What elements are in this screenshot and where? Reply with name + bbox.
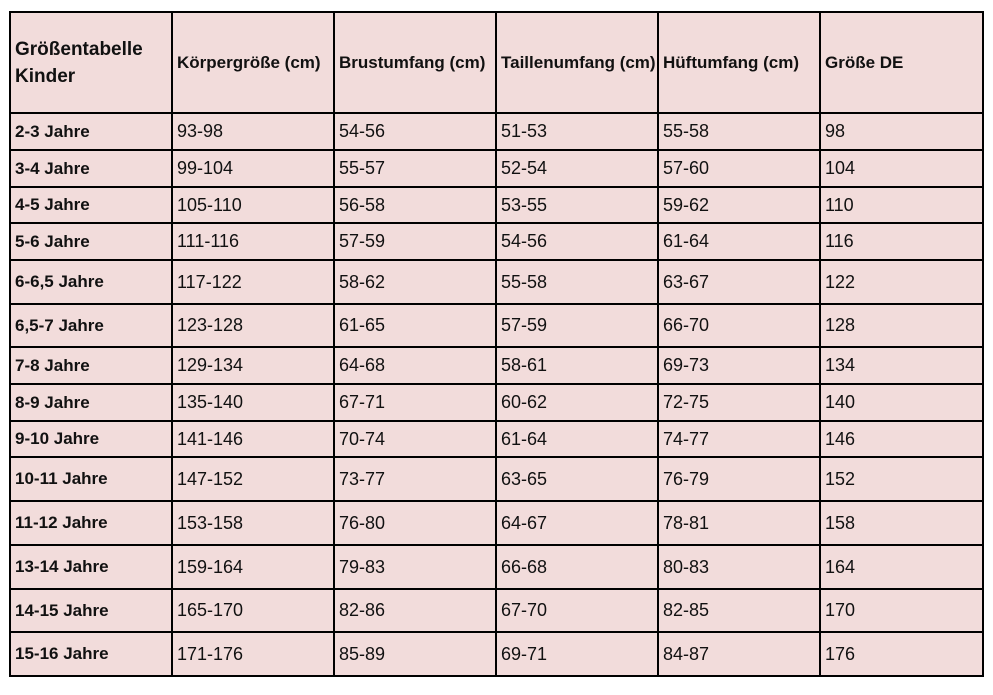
table-row — [10, 223, 983, 260]
cell-hip: 84-87 — [658, 632, 820, 676]
header-hip: Hüftumfang (cm) — [658, 12, 820, 113]
cell-size-de: 122 — [820, 260, 983, 304]
cell-chest: 79-83 — [334, 545, 496, 589]
cell-waist: 55-58 — [496, 260, 658, 304]
cell-chest: 64-68 — [334, 347, 496, 384]
cell-chest: 58-62 — [334, 260, 496, 304]
cell-size-de: 104 — [820, 150, 983, 187]
cell-hip: 78-81 — [658, 501, 820, 545]
cell-chest: 57-59 — [334, 223, 496, 260]
cell-chest: 61-65 — [334, 304, 496, 347]
cell-waist: 64-67 — [496, 501, 658, 545]
header-row — [10, 12, 983, 113]
cell-chest: 54-56 — [334, 113, 496, 150]
cell-waist: 53-55 — [496, 187, 658, 223]
table-row — [10, 589, 983, 632]
cell-hip: 59-62 — [658, 187, 820, 223]
cell-waist: 61-64 — [496, 421, 658, 457]
table-row — [10, 304, 983, 347]
cell-body-height: 147-152 — [172, 457, 334, 501]
cell-size-de: 134 — [820, 347, 983, 384]
cell-body-height: 99-104 — [172, 150, 334, 187]
cell-body-height: 117-122 — [172, 260, 334, 304]
cell-body-height: 135-140 — [172, 384, 334, 421]
cell-age-group: 3-4 Jahre — [10, 150, 172, 187]
cell-waist: 63-65 — [496, 457, 658, 501]
header-chest: Brustumfang (cm) — [334, 12, 496, 113]
cell-waist: 66-68 — [496, 545, 658, 589]
cell-size-de: 164 — [820, 545, 983, 589]
cell-hip: 66-70 — [658, 304, 820, 347]
cell-size-de: 140 — [820, 384, 983, 421]
cell-body-height: 171-176 — [172, 632, 334, 676]
cell-waist: 67-70 — [496, 589, 658, 632]
table-row — [10, 187, 983, 223]
cell-waist: 60-62 — [496, 384, 658, 421]
cell-chest: 73-77 — [334, 457, 496, 501]
table-row — [10, 150, 983, 187]
cell-size-de: 146 — [820, 421, 983, 457]
cell-age-group: 14-15 Jahre — [10, 589, 172, 632]
cell-chest: 70-74 — [334, 421, 496, 457]
cell-waist: 51-53 — [496, 113, 658, 150]
cell-chest: 85-89 — [334, 632, 496, 676]
cell-chest: 76-80 — [334, 501, 496, 545]
cell-size-de: 110 — [820, 187, 983, 223]
cell-hip: 61-64 — [658, 223, 820, 260]
cell-age-group: 4-5 Jahre — [10, 187, 172, 223]
table-row — [10, 457, 983, 501]
header-waist: Taillenumfang (cm) — [496, 12, 658, 113]
cell-chest: 82-86 — [334, 589, 496, 632]
table-row — [10, 347, 983, 384]
cell-body-height: 159-164 — [172, 545, 334, 589]
size-chart-table — [9, 11, 984, 677]
cell-age-group: 13-14 Jahre — [10, 545, 172, 589]
cell-age-group: 7-8 Jahre — [10, 347, 172, 384]
cell-hip: 74-77 — [658, 421, 820, 457]
cell-waist: 58-61 — [496, 347, 658, 384]
cell-age-group: 10-11 Jahre — [10, 457, 172, 501]
cell-chest: 56-58 — [334, 187, 496, 223]
cell-age-group: 5-6 Jahre — [10, 223, 172, 260]
cell-size-de: 158 — [820, 501, 983, 545]
cell-hip: 72-75 — [658, 384, 820, 421]
header-body-height: Körpergröße (cm) — [172, 12, 334, 113]
cell-chest: 55-57 — [334, 150, 496, 187]
cell-hip: 57-60 — [658, 150, 820, 187]
cell-body-height: 105-110 — [172, 187, 334, 223]
cell-body-height: 111-116 — [172, 223, 334, 260]
cell-body-height: 141-146 — [172, 421, 334, 457]
table-row — [10, 421, 983, 457]
cell-size-de: 98 — [820, 113, 983, 150]
header-size-de: Größe DE — [820, 12, 983, 113]
cell-body-height: 153-158 — [172, 501, 334, 545]
cell-age-group: 8-9 Jahre — [10, 384, 172, 421]
cell-body-height: 93-98 — [172, 113, 334, 150]
table-row — [10, 260, 983, 304]
table-row — [10, 545, 983, 589]
cell-hip: 63-67 — [658, 260, 820, 304]
cell-waist: 52-54 — [496, 150, 658, 187]
cell-waist: 57-59 — [496, 304, 658, 347]
cell-age-group: 15-16 Jahre — [10, 632, 172, 676]
cell-size-de: 128 — [820, 304, 983, 347]
cell-body-height: 123-128 — [172, 304, 334, 347]
cell-hip: 80-83 — [658, 545, 820, 589]
table-row — [10, 632, 983, 676]
cell-body-height: 165-170 — [172, 589, 334, 632]
cell-waist: 54-56 — [496, 223, 658, 260]
cell-hip: 82-85 — [658, 589, 820, 632]
cell-age-group: 6-6,5 Jahre — [10, 260, 172, 304]
cell-hip: 55-58 — [658, 113, 820, 150]
cell-hip: 69-73 — [658, 347, 820, 384]
cell-body-height: 129-134 — [172, 347, 334, 384]
header-age-group: Größentabelle Kinder — [10, 12, 172, 113]
cell-size-de: 170 — [820, 589, 983, 632]
cell-age-group: 11-12 Jahre — [10, 501, 172, 545]
cell-size-de: 152 — [820, 457, 983, 501]
table-row — [10, 501, 983, 545]
cell-size-de: 116 — [820, 223, 983, 260]
table-row — [10, 113, 983, 150]
cell-age-group: 2-3 Jahre — [10, 113, 172, 150]
cell-hip: 76-79 — [658, 457, 820, 501]
cell-age-group: 6,5-7 Jahre — [10, 304, 172, 347]
cell-age-group: 9-10 Jahre — [10, 421, 172, 457]
cell-size-de: 176 — [820, 632, 983, 676]
cell-chest: 67-71 — [334, 384, 496, 421]
table-row — [10, 384, 983, 421]
cell-waist: 69-71 — [496, 632, 658, 676]
